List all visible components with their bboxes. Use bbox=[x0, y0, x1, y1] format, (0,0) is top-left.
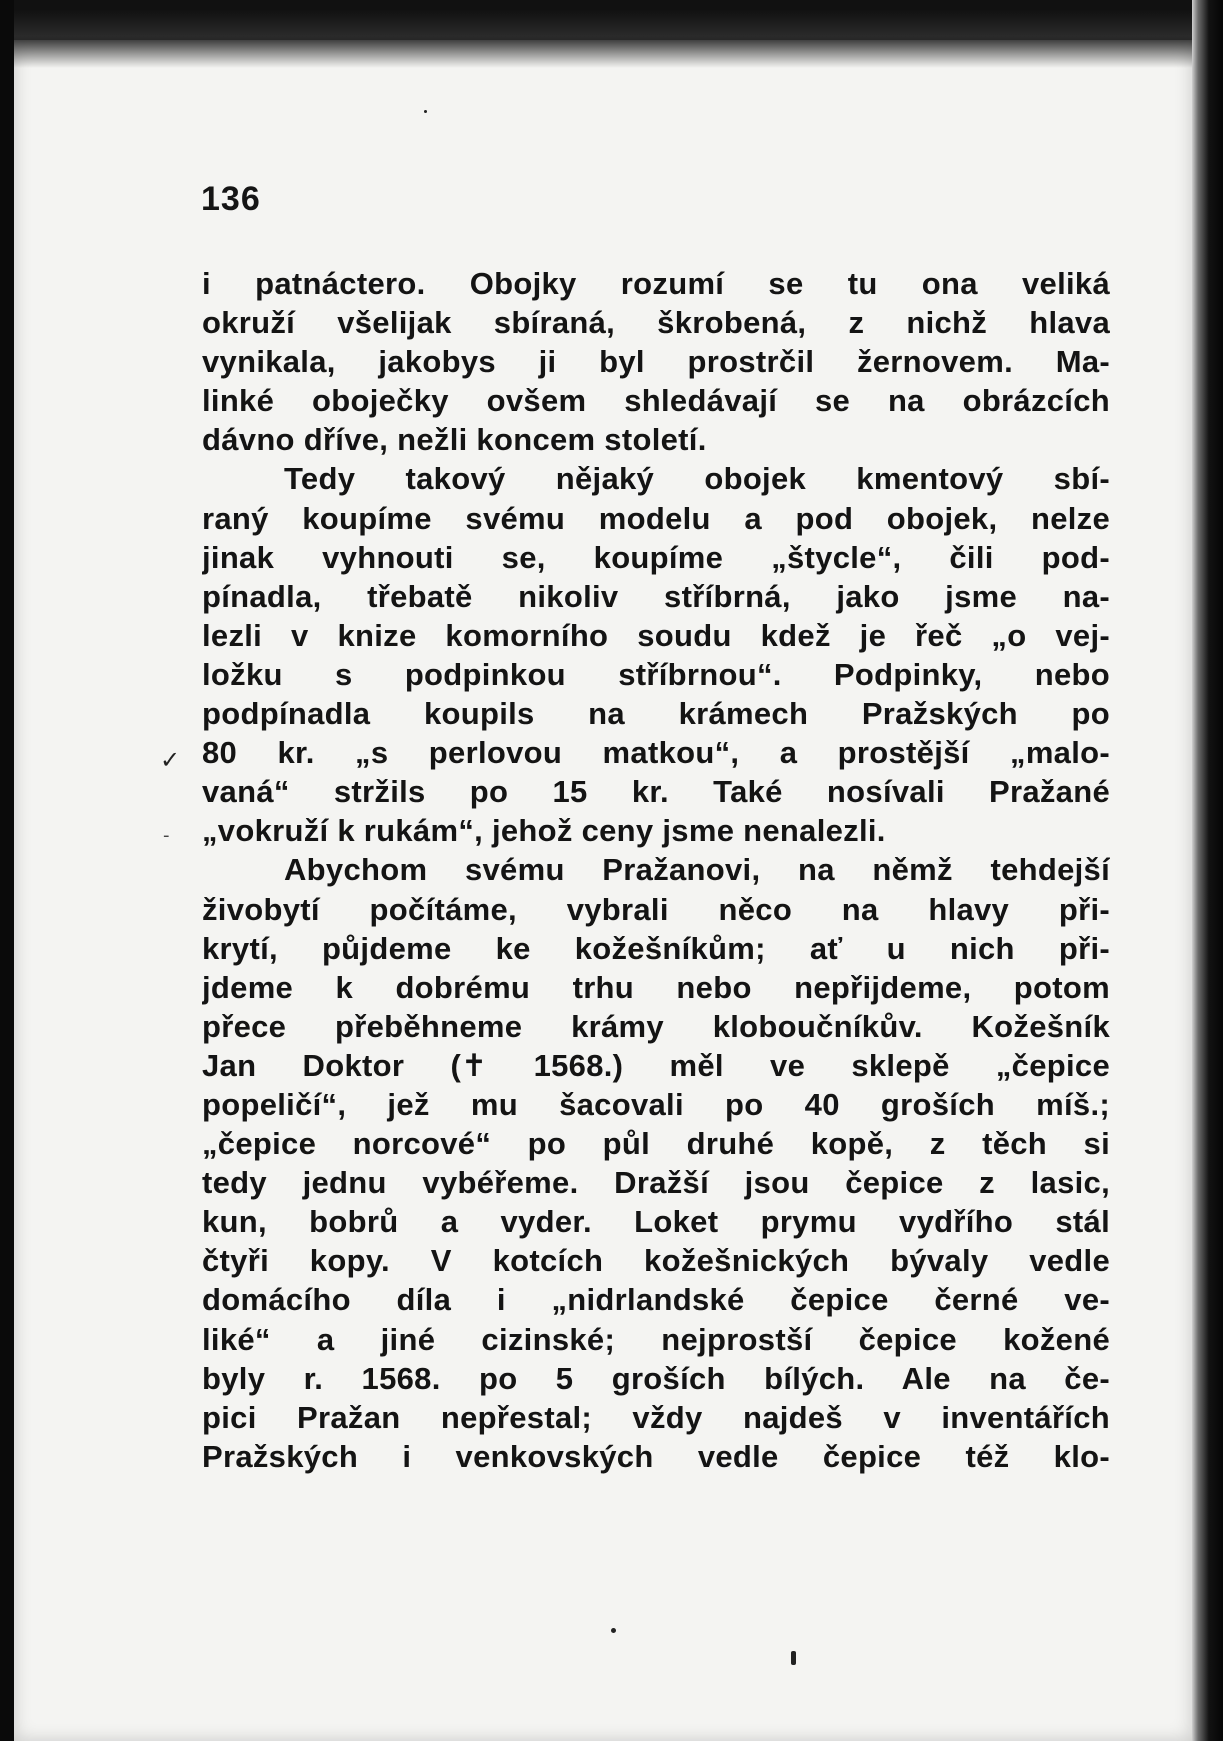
text-line: tedy jednu vybéřeme. Dražší jsou čepice z lasic, bbox=[202, 1165, 1110, 1201]
text-line: Abychom svému Pražanovi, na němž tehdejší bbox=[284, 852, 1110, 888]
text-line: vynikala, jakobys ji byl prostrčil žernovem. Ma- bbox=[202, 344, 1110, 380]
text-line: ložku s podpinkou stříbrnou“. Podpinky, nebo bbox=[202, 656, 1110, 692]
text-line: byly r. 1568. po 5 groších bílých. Ale na če- bbox=[202, 1360, 1110, 1396]
text-line: pínadla, třebatě nikoliv stříbrná, jako jsme na- bbox=[202, 578, 1110, 614]
page-number: 136 bbox=[201, 180, 261, 218]
text-line: okruží všelijak sbíraná, škrobená, z nichž hlava bbox=[202, 305, 1110, 341]
scan-right-edge bbox=[1192, 0, 1223, 1741]
text-line: vaná“ stržils po 15 kr. Také nosívali Pražané bbox=[202, 774, 1110, 810]
text-line: Tedy takový nějaký obojek kmentový sbí- bbox=[284, 461, 1110, 497]
text-line: liké“ a jiné cizinské; nejprostší čepice kožené bbox=[202, 1321, 1110, 1357]
margin-dash: - bbox=[163, 825, 170, 846]
scan-top-shadow bbox=[14, 10, 1192, 68]
text-line: „vokruží k rukám“, jehož ceny jsme nenalezli. bbox=[202, 813, 886, 849]
text-line: domácího díla i „nidrlandské čepice černé ve- bbox=[202, 1282, 1110, 1318]
text-line: linké oboječky ovšem shledávají se na obrázcích bbox=[202, 383, 1110, 419]
text-line: popeličí“, jež mu šacovali po 40 groších míš.; bbox=[202, 1086, 1110, 1122]
text-line: jdeme k dobrému trhu nebo nepřijdeme, potom bbox=[202, 969, 1110, 1005]
text-line: jinak vyhnouti se, koupíme „štycle“, čili pod- bbox=[202, 539, 1110, 575]
ink-speck bbox=[611, 1628, 616, 1633]
body-text bbox=[202, 264, 1110, 1476]
text-line: podpínadla koupils na krámech Pražských po bbox=[202, 696, 1110, 732]
text-line: „čepice norcové“ po půl druhé kopě, z těch si bbox=[202, 1126, 1110, 1162]
text-line: živobytí počítáme, vybrali něco na hlavy při- bbox=[202, 891, 1110, 927]
ink-speck bbox=[424, 110, 427, 113]
text-line: čtyři kopy. V kotcích kožešnických bývaly vedle bbox=[202, 1243, 1110, 1279]
text-line: krytí, půjdeme ke kožešníkům; ať u nich při- bbox=[202, 930, 1110, 966]
text-line: kun, bobrů a vyder. Loket prymu vydřího stál bbox=[202, 1204, 1110, 1240]
text-line: Pražských i venkovských vedle čepice též klo- bbox=[202, 1438, 1110, 1474]
ink-speck bbox=[791, 1651, 796, 1665]
text-line: pici Pražan nepřestal; vždy najdeš v inventářích bbox=[202, 1399, 1110, 1435]
text-line: i patnáctero. Obojky rozumí se tu ona veliká bbox=[202, 266, 1110, 301]
scan-left-edge bbox=[0, 0, 14, 1741]
text-line: raný koupíme svému modelu a pod obojek, nelze bbox=[202, 500, 1110, 536]
text-line: přece přeběhneme krámy kloboučníkův. Kožešník bbox=[202, 1008, 1110, 1044]
text-line: lezli v knize komorního soudu kdež je řeč „o vej- bbox=[202, 617, 1110, 653]
text-line: Jan Doktor (✝ 1568.) měl ve sklepě „čepice bbox=[202, 1047, 1110, 1083]
margin-check-mark: ✓ bbox=[160, 746, 181, 774]
text-line: dávno dříve, nežli koncem století. bbox=[202, 422, 707, 458]
text-line: 80 kr. „s perlovou matkou“, a prostější „malo- bbox=[202, 735, 1110, 771]
